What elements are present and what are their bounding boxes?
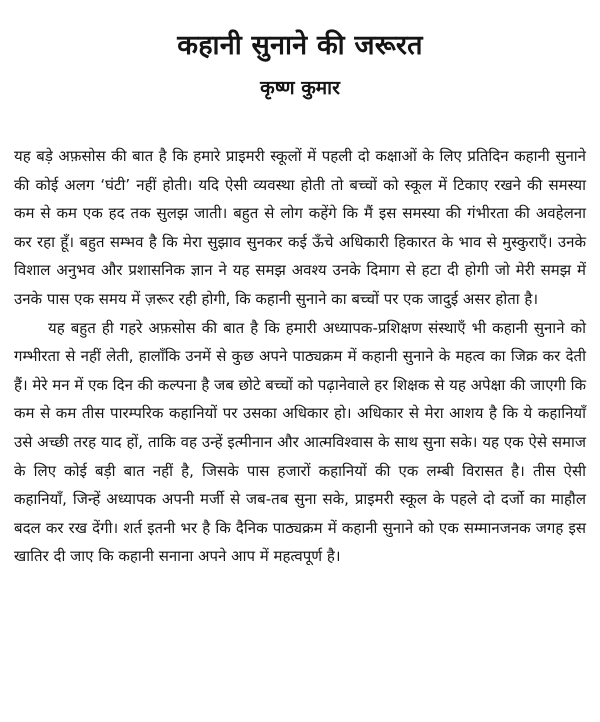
paragraph-1: यह बड़े अफ़सोस की बात है कि हमारे प्राइमरी स्कूलों में पहली दो कक्षाओं के लिए प्रतिदिन कहानी सुनाने की कोई अलग ‘घंटी’ नहीं होती। यदि ऐसी व्यवस्था होती तो बच्चों को स्कूल में टिकाए रखने की समस्या कम से कम एक हद तक सुलझ जाती। बहुत से लोग कहेंगे कि मैं इस समस्या की गंभीरता की अवहेलना कर रहा हूँ। बहुत सम्भव है कि मेरा सुझाव सुनकर कई ऊँचे अधिकारी हिकारत के भाव से मुस्कुराएँ। उनके विशाल अनुभव और प्रशासनिक ज्ञान ने यह समझ अवश्य उनके दिमाग से हटा दी होगी जो मेरी समझ में उनके पास एक समय में ज़रूर रही होगी, कि कहानी सुनाने का बच्चों पर एक जादुई असर होता है। (14, 147, 586, 308)
article-author: कृष्ण कुमार (260, 77, 340, 99)
article-title: कहानी सुनाने की जरूरत (177, 30, 423, 61)
paragraph-2: यह बहुत ही गहरे अफ़सोस की बात है कि हमारी अध्यापक-प्रशिक्षण संस्थाएँ भी कहानी सुनाने को गम्भीरता से नहीं लेती, हालाँकि उनमें से कुछ अपने पाठ्यक्रम में कहानी सुनाने के महत्व का जिक्र कर देती हैं। मेरे मन में एक दिन की कल्पना है जब छोटे बच्चों को पढ़ानेवाले हर शिक्षक से यह अपेक्षा की जाएगी कि कम से कम तीस पारम्परिक कहानियों पर उसका अधिकार हो। अधिकार से मेरा आशय है कि ये कहानियाँ उसे अच्छी तरह याद हों, ताकि वह उन्हें इत्मीनान और आत्मविश्वास के साथ सुना सके। यह एक ऐसे समाज के लिए कोई बड़ी बात नहीं है, जिसके पास हजारों कहानियों की एक लम्बी विरासत है। तीस ऐसी कहानियाँ, जिन्हें अध्यापक अपनी मर्जी से जब-तब सुना सके, प्राइमरी स्कूल के पहले दो दर्जो का माहौल बदल कर रख देंगी। शर्त इतनी भर है कि दैनिक पाठ्यक्रम में कहानी सुनाने को एक सम्मानजनक जगह इस खातिर दी जाए कि कहानी सनाना अपने आप में महत्वपूर्ण है। (14, 318, 586, 566)
article-body (14, 142, 586, 571)
